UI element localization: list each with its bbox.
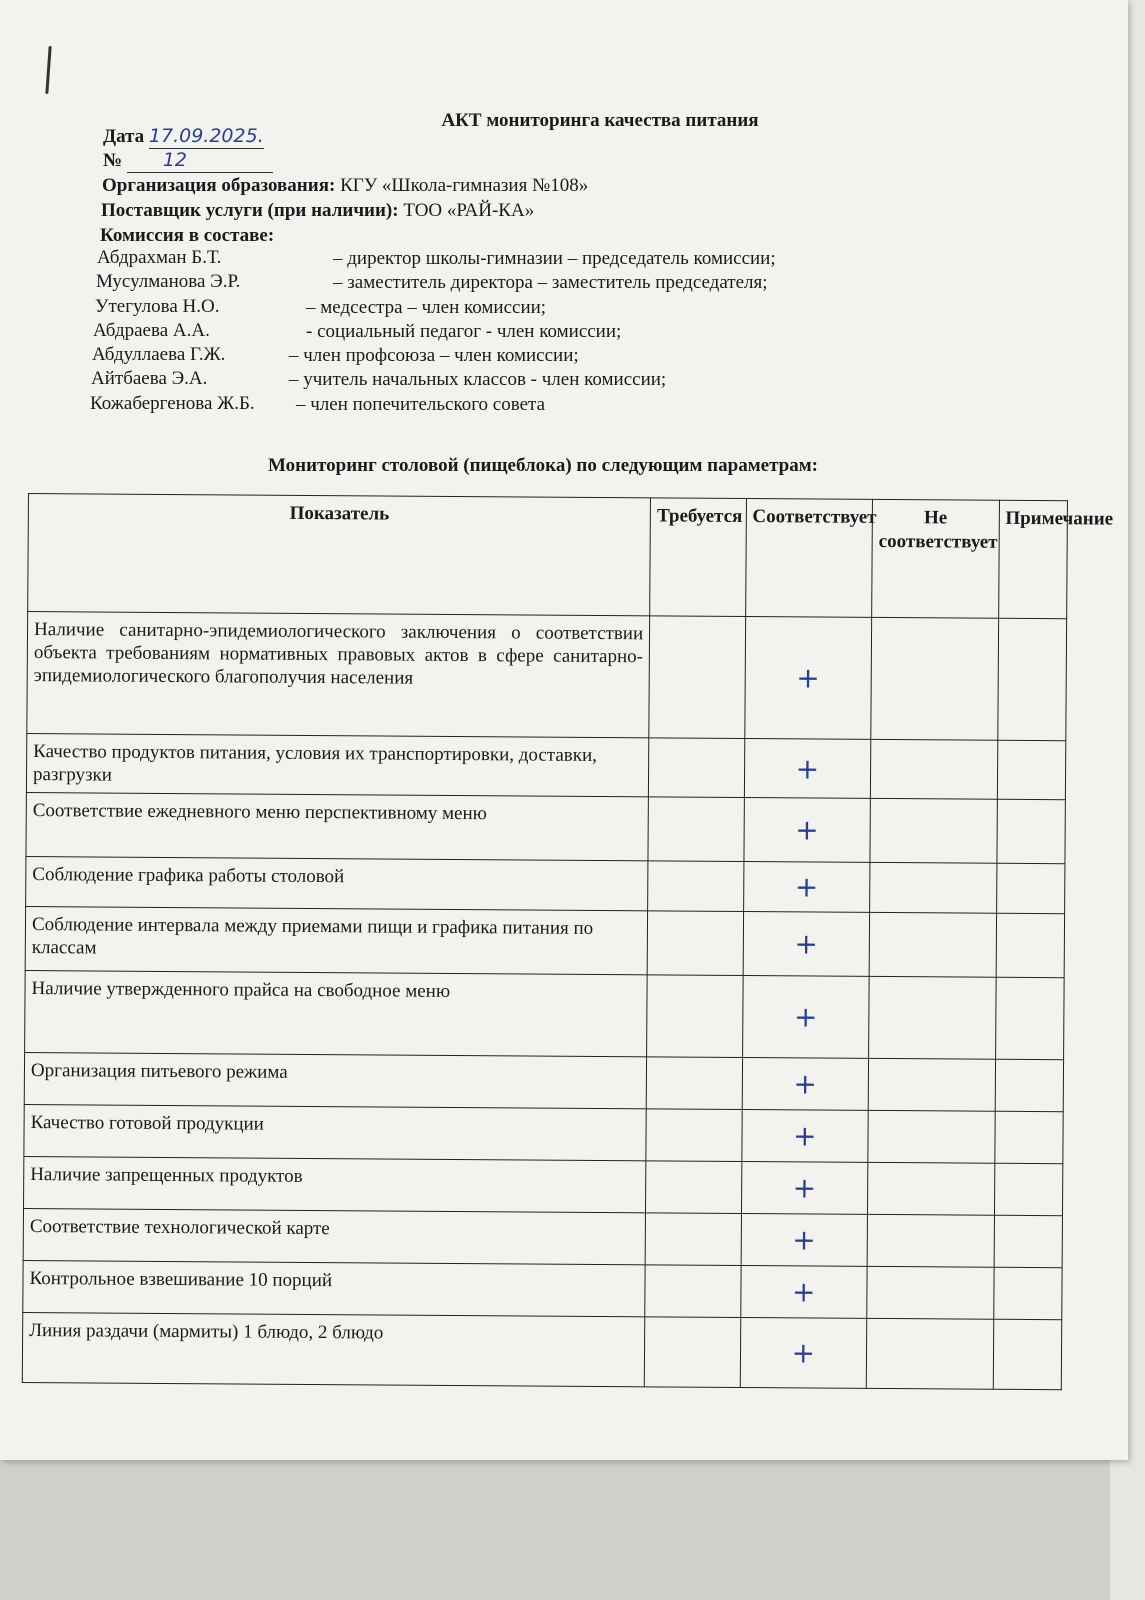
monitoring-table — [22, 493, 1114, 1390]
table-row — [26, 856, 1065, 913]
table-row — [23, 1208, 1062, 1267]
not-complies-cell — [868, 1058, 995, 1111]
note-cell — [997, 740, 1066, 799]
not-complies-cell — [870, 798, 997, 863]
complies-cell: + — [741, 1109, 868, 1162]
header-required: Требуется — [650, 498, 746, 617]
header-complies: Соответствует — [745, 499, 872, 618]
indicator-cell: Качество продуктов питания, условия их транспортировки, доставки, разгрузки — [26, 733, 649, 796]
indicator-cell: Соответствие ежедневного меню перспективному меню — [26, 792, 649, 860]
commission-label: Комиссия в составе: — [100, 225, 275, 246]
not-complies-cell — [869, 912, 996, 977]
table-row — [22, 1312, 1061, 1389]
table-row — [24, 1052, 1063, 1111]
table-row — [27, 612, 1067, 741]
not-complies-cell — [867, 1266, 994, 1319]
number-value: 12 — [127, 148, 273, 173]
supplier-value: ТОО «РАЙ-КА» — [403, 200, 535, 221]
table-row — [25, 906, 1064, 977]
note-cell — [995, 1059, 1064, 1111]
indicator-cell: Линия раздачи (мармиты) 1 блюдо, 2 блюдо — [22, 1312, 645, 1386]
member-name: Айтбаева Э.А. — [91, 368, 208, 389]
complies-cell: + — [741, 1213, 868, 1266]
required-cell — [649, 616, 745, 739]
member-name: Мусулманова Э.Р. — [96, 271, 241, 292]
required-cell — [648, 861, 744, 912]
note-cell — [996, 863, 1065, 913]
required-cell — [646, 1057, 742, 1110]
complies-cell: + — [743, 862, 870, 913]
indicator-cell: Соответствие технологической карте — [23, 1208, 645, 1264]
complies-cell: + — [741, 1161, 868, 1214]
member-role: – заместитель директора – заместитель председателя; — [333, 272, 768, 293]
not-complies-cell — [868, 1110, 995, 1163]
complies-cell: + — [744, 617, 871, 740]
indicator-cell: Соблюдение графика работы столовой — [26, 856, 648, 910]
member-role: – медсестра – член комиссии; — [306, 297, 547, 318]
document-title: АКТ мониторинга качества питания — [441, 110, 759, 131]
note-cell — [994, 1215, 1063, 1267]
number-line — [103, 148, 273, 173]
required-cell — [646, 1109, 742, 1162]
member-role: – учитель начальных классов - член комиссии; — [289, 369, 667, 390]
member-role: – член попечительского совета — [296, 394, 546, 415]
date-label: Дата — [103, 126, 145, 147]
member-role: – член профсоюза – член комиссии; — [289, 345, 579, 366]
complies-cell: + — [743, 912, 870, 977]
indicator-cell: Наличие запрещенных продуктов — [24, 1156, 646, 1212]
complies-cell: + — [740, 1265, 867, 1318]
not-complies-cell — [871, 617, 998, 740]
header-not-complies: Не соответствует — [872, 499, 999, 618]
note-cell — [996, 799, 1065, 863]
supplier-line — [101, 199, 534, 223]
not-complies-cell — [866, 1318, 993, 1389]
note-cell — [994, 1111, 1063, 1163]
not-complies-cell — [869, 976, 996, 1059]
complies-cell: + — [743, 798, 870, 863]
table-row — [25, 970, 1065, 1059]
required-cell — [645, 1213, 741, 1266]
complies-cell: + — [740, 1317, 867, 1388]
indicator-cell: Соблюдение интервала между приемами пищи и графика питания по классам — [25, 906, 648, 974]
required-cell — [644, 1317, 740, 1388]
table-header-row — [28, 494, 1068, 619]
note-cell — [996, 913, 1065, 977]
note-cell — [993, 1267, 1062, 1319]
supplier-label: Поставщик услуги (при наличии): — [101, 200, 399, 221]
required-cell — [646, 1161, 742, 1214]
not-complies-cell — [868, 1162, 995, 1215]
table-row — [23, 1260, 1062, 1319]
date-value: 17.09.2025. — [148, 125, 264, 147]
table-row — [26, 792, 1065, 863]
member-name: Абдраева А.А. — [93, 320, 210, 341]
indicator-cell: Контрольное взвешивание 10 порций — [23, 1260, 645, 1316]
not-complies-cell — [870, 739, 997, 799]
header-indicator: Показатель — [28, 494, 651, 616]
member-name: Кожабергенова Ж.Б. — [90, 393, 255, 414]
indicator-cell: Организация питьевого режима — [24, 1052, 646, 1108]
member-name: Абдрахман Б.Т. — [97, 247, 222, 268]
not-complies-cell — [870, 862, 997, 913]
note-cell — [997, 618, 1066, 740]
organization-value: КГУ «Школа-гимназия №108» — [340, 175, 589, 196]
pen-mark — [45, 46, 51, 94]
indicator-cell: Наличие утвержденного прайса на свободное меню — [25, 970, 648, 1056]
indicator-cell: Качество готовой продукции — [24, 1104, 646, 1160]
required-cell — [648, 797, 744, 862]
table-row — [24, 1156, 1063, 1215]
header-note: Примечание — [998, 500, 1067, 618]
table-row — [26, 733, 1065, 799]
indicator-cell: Наличие санитарно-эпидемиологического заключения о соответствии объекта требованиям нормативных правовых актов в сфере санитарно-эпидемиологического благополучия населения — [27, 612, 650, 738]
note-cell — [995, 977, 1064, 1059]
note-cell — [993, 1319, 1062, 1389]
member-name: Абдуллаева Г.Ж. — [92, 344, 226, 365]
number-label: № — [103, 150, 123, 171]
monitoring-subtitle: Мониторинг столовой (пищеблока) по следующим параметрам: — [268, 455, 818, 476]
required-cell — [647, 975, 743, 1058]
required-cell — [649, 738, 745, 798]
complies-cell: + — [744, 739, 871, 799]
member-role: - социальный педагог - член комиссии; — [306, 321, 622, 342]
required-cell — [645, 1265, 741, 1318]
organization-line — [102, 174, 588, 198]
not-complies-cell — [867, 1214, 994, 1267]
member-role: – директор школы-гимназии – председатель комиссии; — [333, 248, 776, 269]
complies-cell: + — [742, 976, 869, 1059]
required-cell — [647, 911, 743, 976]
table-row — [24, 1104, 1063, 1163]
complies-cell: + — [742, 1057, 869, 1110]
member-name: Утегулова Н.О. — [95, 296, 220, 317]
organization-label: Организация образования: — [102, 175, 336, 196]
date-line — [103, 124, 264, 149]
note-cell — [994, 1163, 1063, 1215]
